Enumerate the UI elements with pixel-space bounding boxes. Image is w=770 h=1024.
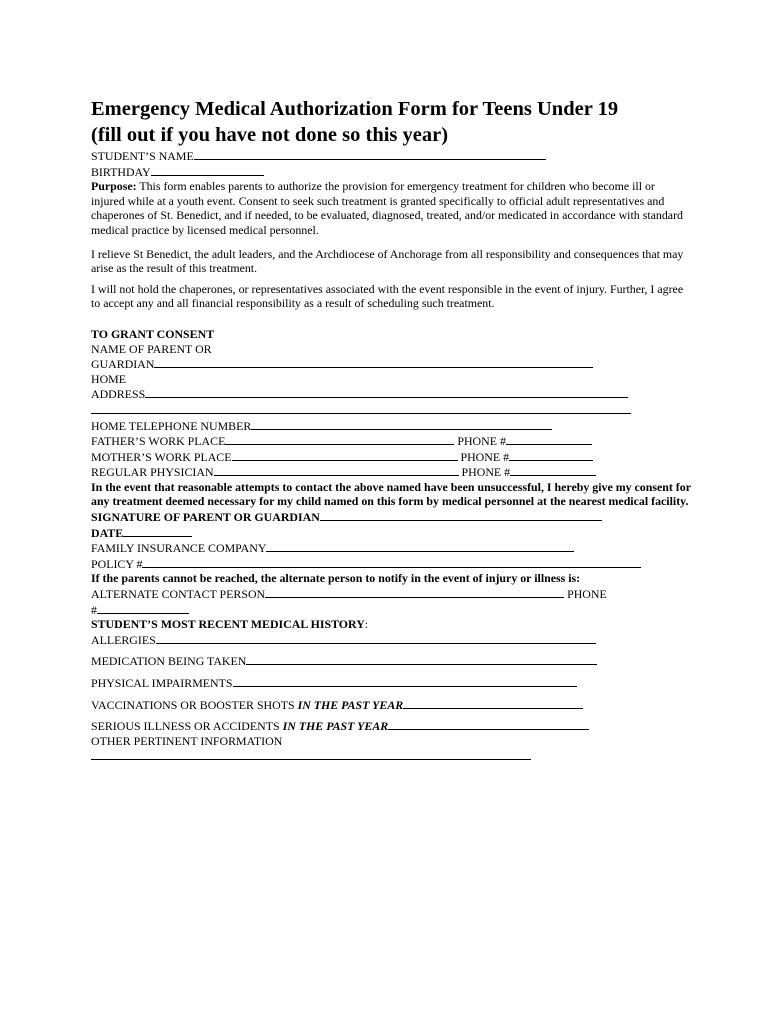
medication-label: MEDICATION BEING TAKEN <box>91 654 247 669</box>
purpose-paragraph <box>91 179 691 237</box>
birthday-field[interactable] <box>151 164 264 176</box>
illness-row <box>91 718 691 734</box>
date-row <box>91 525 691 541</box>
history-heading-colon: : <box>364 617 369 632</box>
date-label: DATE <box>91 525 124 540</box>
student-name-label: STUDENT’S NAME <box>91 149 194 163</box>
allergies-field[interactable] <box>156 632 596 644</box>
alternate-contact-label: ALTERNATE CONTACT PERSON <box>91 587 266 602</box>
father-phone-field[interactable] <box>506 433 592 445</box>
illness-past-year: IN THE PAST YEAR <box>282 719 389 734</box>
purpose-label: Purpose: <box>91 179 137 194</box>
address-row-2 <box>91 402 691 418</box>
signature-field[interactable] <box>320 509 602 521</box>
vaccinations-label: VACCINATIONS OR BOOSTER SHOTS <box>91 697 298 712</box>
purpose-text: This form enables parents to authorize the provision for emergency treatment for children who become ill or injured while at a youth event. Consent to seek such treatment is granted specifically to official adult representatives and chaperones of St. Benedict, and if needed, to be evaluated, diagnosed, treated, and/or medicated in accordance with standard medical practice by licensed medical personnel. <box>91 179 683 237</box>
guardian-label: GUARDIAN <box>91 357 155 372</box>
father-work-row <box>91 433 691 449</box>
guardian-row <box>91 356 691 372</box>
other-info-label: OTHER PERTINENT INFORMATION <box>91 733 283 748</box>
policy-row <box>91 556 691 572</box>
student-name-field[interactable] <box>194 148 546 160</box>
form-title-line-2: (fill out if you have not done so this year) <box>91 124 449 146</box>
impairments-label: PHYSICAL IMPAIRMENTS <box>91 676 233 690</box>
address-label: ADDRESS <box>91 387 146 402</box>
home-phone-row <box>91 418 691 434</box>
signature-label: SIGNATURE OF PARENT OR GUARDIAN <box>91 510 320 525</box>
address-row <box>91 386 691 402</box>
form-title <box>91 96 691 148</box>
other-info-row <box>91 748 691 764</box>
mother-phone-field[interactable] <box>509 449 593 461</box>
history-heading: STUDENT’S MOST RECENT MEDICAL HISTORY <box>91 617 365 632</box>
address-field-line-1[interactable] <box>145 386 628 398</box>
address-field-line-2[interactable] <box>91 402 631 414</box>
signature-row <box>91 509 691 525</box>
alternate-contact-row <box>91 586 691 602</box>
policy-field[interactable] <box>142 556 641 568</box>
vaccinations-past-year: IN THE PAST YEAR <box>297 697 404 712</box>
physician-row <box>91 464 691 480</box>
consent-heading: TO GRANT CONSENT <box>91 326 215 341</box>
medication-field[interactable] <box>246 653 597 665</box>
form-page <box>91 96 691 764</box>
vaccinations-row <box>91 697 691 713</box>
mother-phone-label: PHONE # <box>460 449 510 464</box>
father-work-label: FATHER’S WORK PLACE <box>91 434 226 449</box>
physician-phone-label: PHONE # <box>461 465 511 480</box>
birthday-row <box>91 164 691 180</box>
vaccinations-field[interactable] <box>403 697 583 709</box>
alternate-intro: If the parents cannot be reached, the alternate person to notify in the event of injury or illness is: <box>91 571 581 586</box>
alternate-phone-label: PHONE <box>567 587 607 602</box>
alternate-phone-field[interactable] <box>97 602 189 614</box>
guardian-name-field[interactable] <box>154 356 593 368</box>
allergies-row <box>91 632 691 648</box>
parent-label-line-1: NAME OF PARENT OR <box>91 341 212 356</box>
mother-work-label: MOTHER’S WORK PLACE <box>91 449 232 464</box>
alternate-phone-row <box>91 602 691 618</box>
unsuccessful-contact-paragraph: In the event that reasonable attempts to contact the above named have been unsuccessful, I hereby give my consent for any treatment deemed necessary for my child named on this form by medical personnel at the nearest medical facility. <box>91 479 691 509</box>
insurance-row <box>91 540 691 556</box>
physician-field[interactable] <box>214 464 459 476</box>
liability-paragraph: I will not hold the chaperones, or representatives associated with the event responsible in the event of injury. Further, I agree to accept any and all financial responsibility as a result of scheduling such treatment. <box>91 281 684 311</box>
allergies-label: ALLERGIES <box>91 632 156 647</box>
physician-label: REGULAR PHYSICIAN <box>91 465 214 480</box>
physician-phone-field[interactable] <box>510 464 596 476</box>
medication-row <box>91 653 691 669</box>
impairments-row <box>91 675 691 691</box>
father-work-field[interactable] <box>225 433 454 445</box>
birthday-label: BIRTHDAY <box>91 164 151 179</box>
student-name-row <box>91 148 691 164</box>
illness-label: SERIOUS ILLNESS OR ACCIDENTS <box>91 719 283 734</box>
other-info-field[interactable] <box>91 748 531 760</box>
impairments-field[interactable] <box>233 675 577 687</box>
form-title-line-1: Emergency Medical Authorization Form for Teens Under 19 <box>91 98 619 120</box>
insurance-label: FAMILY INSURANCE COMPANY <box>91 541 267 556</box>
illness-field[interactable] <box>388 718 589 730</box>
alternate-phone-hash: # <box>91 602 97 617</box>
mother-work-row <box>91 449 691 465</box>
father-phone-label: PHONE # <box>457 434 506 449</box>
mother-work-field[interactable] <box>232 449 458 461</box>
insurance-field[interactable] <box>266 540 574 552</box>
alternate-contact-field[interactable] <box>265 586 564 598</box>
home-phone-field[interactable] <box>251 418 552 430</box>
history-heading-row <box>91 617 691 632</box>
relieve-paragraph: I relieve St Benedict, the adult leaders, and the Archdiocese of Anchorage from all responsibility and consequences that may arise as the result of this treatment. <box>91 246 684 276</box>
date-field[interactable] <box>123 525 192 537</box>
home-label: HOME <box>91 371 127 386</box>
policy-label: POLICY # <box>91 556 143 571</box>
home-phone-label: HOME TELEPHONE NUMBER <box>91 418 252 433</box>
